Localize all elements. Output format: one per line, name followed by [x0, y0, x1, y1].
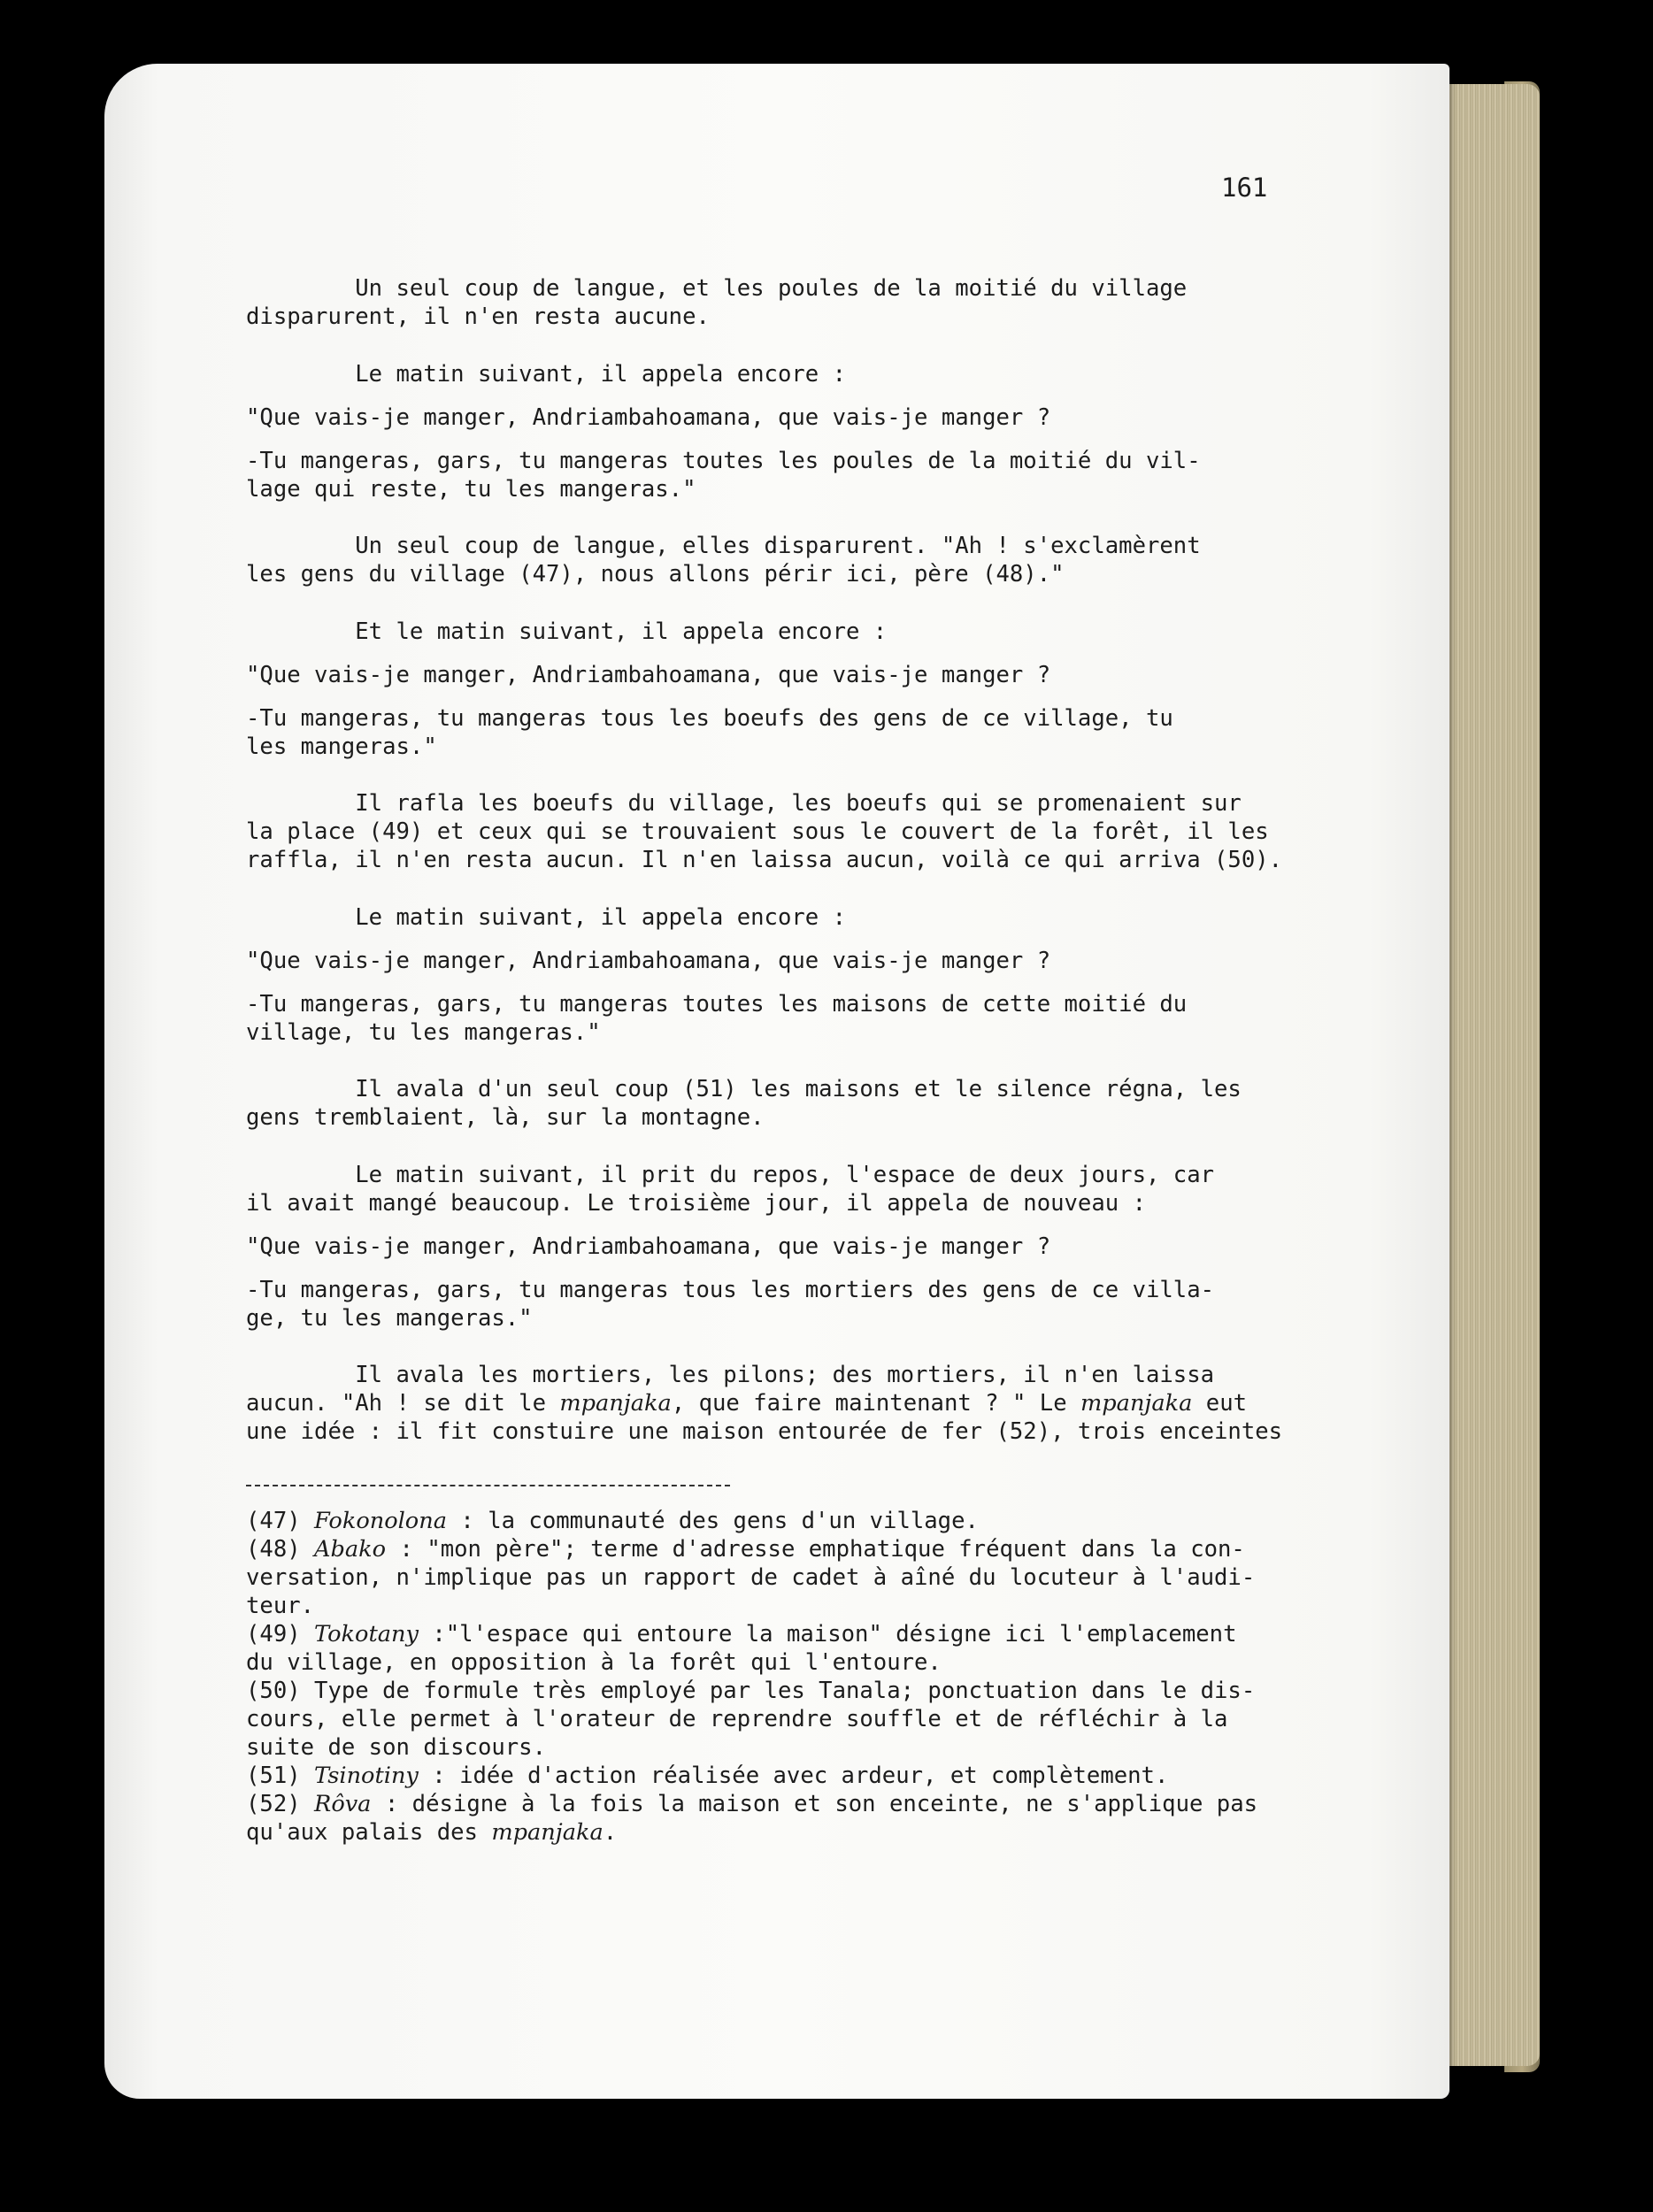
footnote-line: du village, en opposition à la forêt qui l'entoure.: [246, 1649, 942, 1676]
body-line: ge, tu les mangeras.": [246, 1305, 533, 1332]
body-line: Le matin suivant, il appela encore :: [246, 904, 846, 931]
body-line: aucun. "Ah ! se dit le mpanjaka, que faire maintenant ? " Le mpanjaka eut: [246, 1390, 1248, 1417]
body-line: "Que vais-je manger, Andriambahoamana, que vais-je manger ?: [246, 948, 1051, 974]
body-line: Le matin suivant, il prit du repos, l'espace de deux jours, car: [246, 1162, 1215, 1188]
page-number: 161: [1221, 173, 1268, 203]
footnote-separator: [246, 1485, 730, 1486]
body-line: gens tremblaient, là, sur la montagne.: [246, 1104, 765, 1131]
footnote-50: (50) Type de formule très employé par les Tanala; ponctuation dans le dis-: [246, 1678, 1256, 1704]
body-line: disparurent, il n'en resta aucune.: [246, 303, 710, 330]
footnote-line: cours, elle permet à l'orateur de reprendre souffle et de réfléchir à la: [246, 1706, 1228, 1732]
body-line: -Tu mangeras, gars, tu mangeras toutes les maisons de cette moitié du: [246, 991, 1188, 1018]
footnote-47: (47) Fokonolona : la communauté des gens d'un village.: [246, 1508, 979, 1534]
body-line: Le matin suivant, il appela encore :: [246, 361, 846, 388]
body-line: une idée : il fit constuire une maison entourée de fer (52), trois enceintes: [246, 1418, 1283, 1445]
body-line: Il avala les mortiers, les pilons; des mortiers, il n'en laissa: [246, 1362, 1215, 1388]
body-line: les gens du village (47), nous allons périr ici, père (48).": [246, 561, 1065, 588]
footnote-52: (52) Rôva : désigne à la fois la maison et son enceinte, ne s'applique pas: [246, 1791, 1258, 1817]
footnote-line: suite de son discours.: [246, 1734, 546, 1761]
footnote-48: (48) Abako : "mon père"; terme d'adresse emphatique fréquent dans la con-: [246, 1536, 1245, 1563]
body-line: "Que vais-je manger, Andriambahoamana, que vais-je manger ?: [246, 662, 1051, 688]
body-line: il avait mangé beaucoup. Le troisième jour, il appela de nouveau :: [246, 1190, 1146, 1217]
body-line: Un seul coup de langue, et les poules de la moitié du village: [246, 275, 1188, 302]
body-line: Il rafla les boeufs du village, les boeufs qui se promenaient sur: [246, 790, 1242, 817]
body-line: lage qui reste, tu les mangeras.": [246, 476, 696, 503]
page-fore-edge: [1434, 84, 1540, 2066]
footnote-line: qu'aux palais des mpanjaka.: [246, 1819, 618, 1846]
body-line: Et le matin suivant, il appela encore :: [246, 618, 888, 645]
body-line: raffla, il n'en resta aucun. Il n'en laissa aucun, voilà ce qui arriva (50).: [246, 847, 1283, 873]
body-line: "Que vais-je manger, Andriambahoamana, que vais-je manger ?: [246, 404, 1051, 431]
body-line: les mangeras.": [246, 733, 437, 760]
body-line: Il avala d'un seul coup (51) les maisons et le silence régna, les: [246, 1076, 1242, 1102]
footnote-49: (49) Tokotany :"l'espace qui entoure la maison" désigne ici l'emplacement: [246, 1621, 1237, 1647]
body-line: -Tu mangeras, gars, tu mangeras tous les mortiers des gens de ce villa-: [246, 1277, 1215, 1303]
body-line: -Tu mangeras, gars, tu mangeras toutes les poules de la moitié du vil-: [246, 448, 1201, 474]
footnote-line: teur.: [246, 1593, 315, 1619]
body-line: Un seul coup de langue, elles disparurent. "Ah ! s'exclamèrent: [246, 533, 1201, 559]
body-line: village, tu les mangeras.": [246, 1019, 601, 1046]
footnote-line: versation, n'implique pas un rapport de cadet à aîné du locuteur à l'audi-: [246, 1564, 1256, 1591]
footnote-51: (51) Tsinotiny : idée d'action réalisée avec ardeur, et complètement.: [246, 1763, 1169, 1789]
body-line: la place (49) et ceux qui se trouvaient sous le couvert de la forêt, il les: [246, 818, 1269, 845]
body-line: -Tu mangeras, tu mangeras tous les boeufs des gens de ce village, tu: [246, 705, 1173, 732]
body-line: "Que vais-je manger, Andriambahoamana, que vais-je manger ?: [246, 1233, 1051, 1260]
